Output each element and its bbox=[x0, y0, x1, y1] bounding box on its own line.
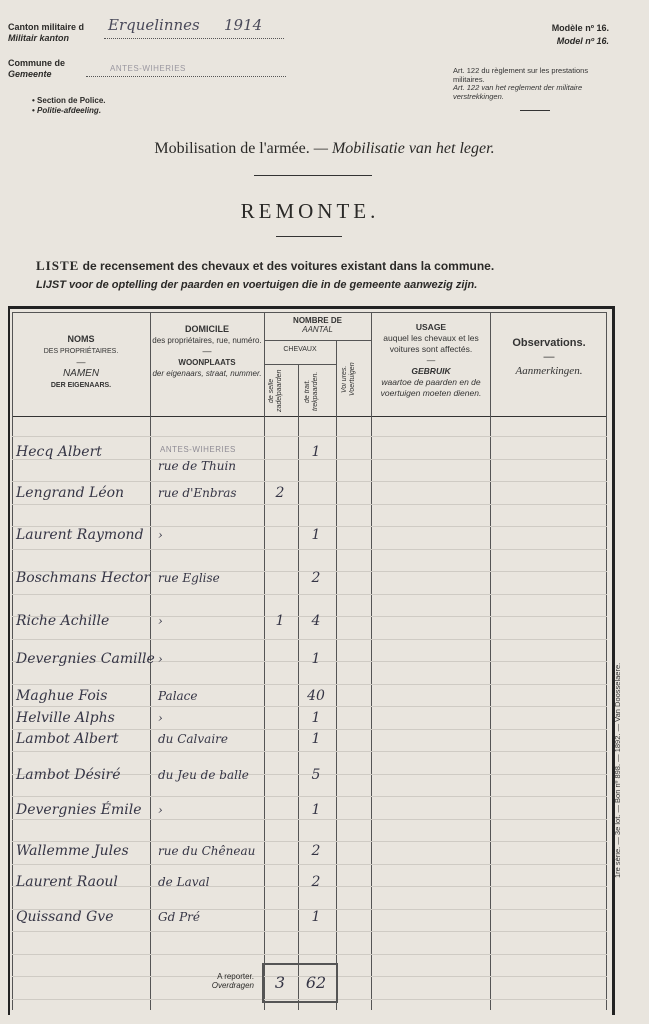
count-de-selle: 2 bbox=[275, 485, 285, 501]
owner-domicile: rue d'Enbras bbox=[158, 486, 237, 500]
owner-name: Wallemme Jules bbox=[16, 843, 129, 859]
year-value: 1914 bbox=[224, 16, 263, 34]
liste-heading-nl: LIJST voor de optelling der paarden en voertuigen die in de gemeente aanwezig zijn. bbox=[36, 279, 478, 291]
modele-number: Modèle nº 16. Model nº 16. bbox=[551, 23, 609, 46]
ruled-line bbox=[12, 819, 607, 820]
ruled-line bbox=[12, 796, 607, 797]
ruled-line bbox=[12, 931, 607, 932]
count-de-trait: 2 bbox=[311, 874, 321, 890]
owner-domicile: Palace bbox=[158, 689, 198, 703]
ruled-line bbox=[12, 436, 607, 437]
header-observations: Observations. — Aanmerkingen. bbox=[512, 337, 586, 377]
ruled-line bbox=[12, 729, 607, 730]
owner-name: Boschmans Hector bbox=[16, 570, 151, 586]
owner-name: Lambot Désiré bbox=[16, 767, 121, 783]
printer-note: 1re série. — 3e lot. — Bon nº 898. — 1892. — Van Doosselaere. bbox=[613, 662, 622, 878]
count-de-trait: 2 bbox=[311, 570, 321, 586]
count-de-trait: 5 bbox=[311, 767, 321, 783]
section-police: • Section de Police. • Politie-afdeeling. bbox=[32, 96, 106, 115]
count-de-trait: 4 bbox=[311, 613, 321, 629]
count-de-selle: 1 bbox=[275, 613, 285, 629]
count-de-trait: 1 bbox=[311, 651, 321, 667]
ruled-line bbox=[12, 594, 607, 595]
owner-domicile: rue du Chêneau bbox=[158, 844, 256, 858]
count-de-trait: 1 bbox=[311, 444, 321, 460]
commune-stamp: ANTES-WIHERIES bbox=[110, 64, 186, 73]
ruled-line bbox=[12, 706, 607, 707]
ruled-line bbox=[12, 684, 607, 685]
header-de-selle: de selle zadelpaarden bbox=[268, 369, 283, 413]
header-usage: USAGE auquel les chevaux et les voitures sont affectés. — GEBRUIK waartoe de paarden en de voertuigen moeten dienen. bbox=[380, 322, 482, 398]
owner-name: Riche Achille bbox=[16, 613, 110, 629]
domicile-stamp: ANTES-WIHERIES bbox=[160, 445, 236, 454]
owner-domicile: du Jeu de balle bbox=[158, 768, 249, 782]
owner-name: Laurent Raoul bbox=[16, 874, 118, 890]
count-de-trait: 2 bbox=[311, 843, 321, 859]
canton-label: Canton militaire d Militair kanton bbox=[8, 22, 85, 43]
owner-domicile: › bbox=[158, 652, 163, 666]
owner-name: Hecq Albert bbox=[16, 444, 102, 460]
total-trait: 62 bbox=[305, 973, 327, 992]
article-reference: Art. 122 du règlement sur les prestations militaires. Art. 122 van het reglement der militaire verstrekkingen. bbox=[453, 66, 589, 101]
owner-name: Quissand Gve bbox=[16, 909, 114, 925]
owner-domicile: Gd Pré bbox=[158, 910, 200, 924]
ruled-line bbox=[12, 751, 607, 752]
owner-domicile: rue de Thuin bbox=[158, 459, 237, 473]
count-de-trait: 1 bbox=[311, 731, 321, 747]
total-selle: 3 bbox=[274, 973, 286, 992]
count-de-trait: 1 bbox=[311, 710, 321, 726]
header-de-trait: de trait. trekpaarden. bbox=[304, 371, 319, 411]
owner-name: Lambot Albert bbox=[16, 731, 119, 747]
owner-name: Helville Alphs bbox=[16, 710, 115, 726]
owner-domicile: du Calvaire bbox=[158, 732, 229, 746]
header-chevaux: CHEVAUX bbox=[283, 346, 317, 353]
commune-label: Commune de Gemeente bbox=[8, 58, 66, 79]
remonte-title: REMONTE. bbox=[240, 199, 380, 223]
ruled-line bbox=[12, 864, 607, 865]
ruled-line bbox=[12, 841, 607, 842]
liste-heading-fr: LISTE de recensement des chevaux et des voitures existant dans la commune. bbox=[36, 258, 495, 273]
owner-domicile: › bbox=[158, 711, 163, 725]
header-nombre: NOMBRE DE AANTAL bbox=[293, 316, 342, 334]
owner-name: Devergnies Camille bbox=[16, 651, 155, 667]
a-reporter-label: A reporter. Overdragen bbox=[211, 972, 254, 990]
canton-value: Erquelinnes bbox=[108, 16, 200, 34]
count-de-trait: 40 bbox=[307, 688, 325, 704]
ruled-line bbox=[12, 639, 607, 640]
header-noms: NOMS DES PROPRIÉTAIRES. — NAMEN DER EIGENAARS. bbox=[43, 334, 119, 389]
ruled-line bbox=[12, 549, 607, 550]
owner-domicile: rue Eglise bbox=[158, 571, 220, 585]
owner-domicile: › bbox=[158, 614, 163, 628]
owner-name: Lengrand Léon bbox=[16, 485, 125, 501]
owner-domicile: › bbox=[158, 803, 163, 817]
owner-domicile: de Laval bbox=[158, 875, 210, 889]
owner-domicile: › bbox=[158, 528, 163, 542]
count-de-trait: 1 bbox=[311, 802, 321, 818]
owner-name: Devergnies Émile bbox=[16, 802, 142, 818]
owner-name: Laurent Raymond bbox=[16, 527, 144, 543]
ruled-line bbox=[12, 504, 607, 505]
ruled-line bbox=[12, 954, 607, 955]
mobilisation-title: Mobilisation de l'armée. — Mobilisatie van het leger. bbox=[154, 140, 495, 157]
header-voitures: Voi ures. Voertuigen bbox=[341, 362, 356, 396]
ruled-line bbox=[12, 481, 607, 482]
header-domicile: DOMICILE des propriétaires, rue, numéro. — WOONPLAATS der eigenaars, straat, nummer. bbox=[152, 324, 262, 378]
count-de-trait: 1 bbox=[311, 527, 321, 543]
owner-name: Maghue Fois bbox=[16, 688, 108, 704]
count-de-trait: 1 bbox=[311, 909, 321, 925]
